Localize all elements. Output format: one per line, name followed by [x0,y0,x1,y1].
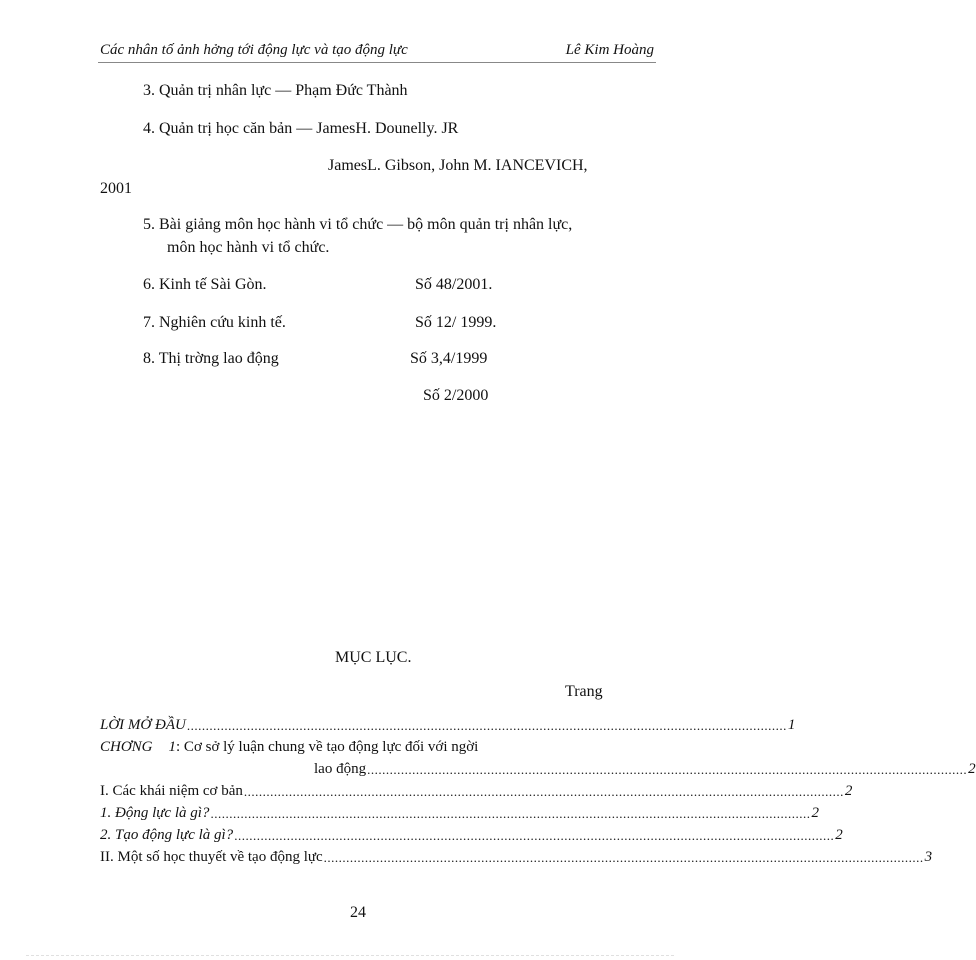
page-number: 24 [350,904,366,921]
toc-leader: ................................................................................................................................................................ [367,762,968,777]
running-header-author: Lê Kim Hoàng [565,42,654,58]
toc-leader: ................................................................................................................................................................ [210,806,811,821]
reference-6-title: 6. Kinh tế Sài Gòn. [143,276,267,293]
reference-8-issue: Số 3,4/1999 [410,350,488,367]
toc-leader: ................................................................................................................................................................ [243,784,844,799]
toc-leader: ................................................................................................................................................................ [186,718,787,733]
header-rule [98,62,656,63]
toc-entry-1-2[interactable]: 2. Tạo động lực là gì? ................................................................................................................................................................ 2 [100,827,843,843]
reference-6-issue: Số 48/2001. [415,276,493,293]
toc-entry-chapter-1-cont[interactable]: lao động ................................................................................................................................................................ 2 [314,761,976,777]
reference-4-year: 2001 [100,180,132,197]
toc-leader: ................................................................................................................................................................ [234,828,835,843]
toc-title: MỤC LỤC. [335,649,412,666]
toc-entry-section-1[interactable]: I. Các khái niệm cơ bản ................................................................................................................................................................ 2 [100,783,853,799]
table-of-contents [100,712,976,866]
reference-5-line1: 5. Bài giảng môn học hành vi tổ chức — bộ môn quản trị nhân lực, [143,216,573,233]
reference-7-issue: Số 12/ 1999. [415,314,497,331]
toc-entry-section-2[interactable]: II. Một số học thuyết về tạo động lực ................................................................................................................................................................ 3 [100,849,933,865]
toc-entry-1-1[interactable]: 1. Động lực là gì? ................................................................................................................................................................ 2 [100,805,819,821]
toc-leader: ................................................................................................................................................................ [323,850,924,865]
reference-4-continuation: JamesL. Gibson, John M. IANCEVICH, [328,157,588,174]
reference-8-issue2: Số 2/2000 [423,387,489,404]
reference-8-title: 8. Thị trờng lao động [143,350,279,367]
reference-7-title: 7. Nghiên cứu kinh tế. [143,314,286,331]
toc-entry-intro[interactable]: LỜI MỞ ĐẦU ................................................................................................................................................................ 1 [100,717,796,733]
reference-5-line2: môn học hành vi tổ chức. [167,239,330,256]
running-header-title: Các nhân tố ảnh hởng tới động lực và tạo động lực [100,42,408,58]
toc-page-header: Trang [565,683,603,700]
bottom-rule [26,955,674,956]
reference-4: 4. Quản trị học căn bản — JamesH. Dounelly. JR [143,120,459,137]
toc-entry-chapter-1[interactable]: CHƠNG 1 : Cơ sở lý luận chung về tạo động lực đối với ngời [100,739,479,755]
reference-3: 3. Quản trị nhân lực — Phạm Đức Thành [143,82,408,99]
